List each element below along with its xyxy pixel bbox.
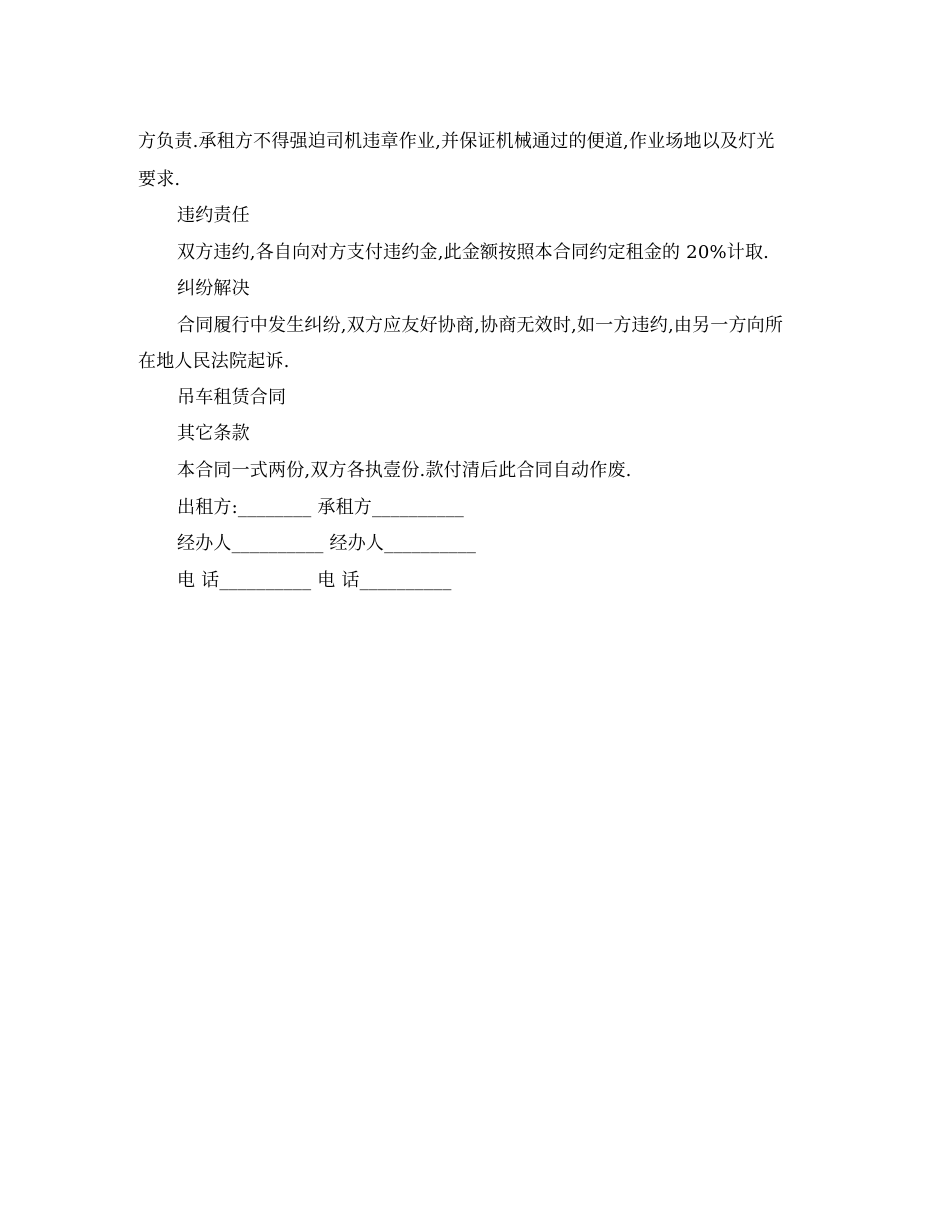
contract-title: 吊车租赁合同	[177, 387, 287, 408]
breach-clause: 双方违约,各自向对方支付违约金,此金额按照本合同约定租金的 20%计取.	[177, 242, 770, 263]
dispute-clause-line-2: 在地人民法院起诉.	[138, 351, 290, 372]
section-heading-other: 其它条款	[177, 423, 250, 444]
dispute-clause-line-1: 合同履行中发生纠纷,双方应友好协商,协商无效时,如一方违约,由另一方向所	[177, 315, 784, 336]
signature-agents: 经办人__________ 经办人__________	[177, 533, 477, 554]
signature-phones: 电 话__________ 电 话__________	[177, 570, 452, 591]
paragraph-line-2: 要求.	[138, 169, 181, 190]
section-heading-dispute: 纠纷解决	[177, 278, 250, 299]
section-heading-breach: 违约责任	[177, 205, 250, 226]
other-clause: 本合同一式两份,双方各执壹份.款付清后此合同自动作废.	[177, 460, 632, 481]
paragraph-line-1: 方负责.承租方不得强迫司机违章作业,并保证机械通过的便道,作业场地以及灯光	[138, 131, 775, 152]
signature-parties: 出租方:________ 承租方__________	[177, 497, 464, 518]
